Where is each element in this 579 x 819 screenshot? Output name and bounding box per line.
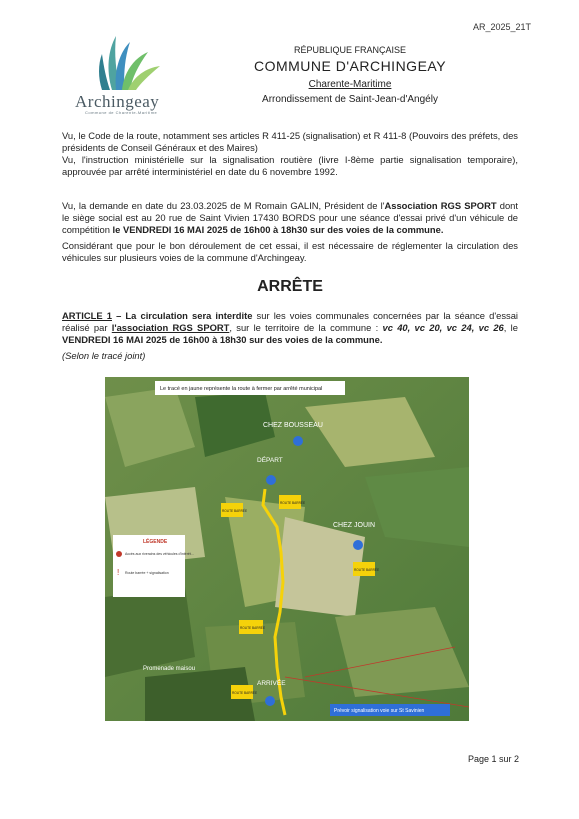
pin-icon: [266, 475, 276, 485]
vu-code-route: Vu, le Code de la route, notamment ses articles R 411-25 (signalisation) et R 411-8 (Pouvoirs des préfets, des présidents de Conseil Généraux et des Maires): [62, 130, 518, 153]
road-closed-sign-label: ROUTE BARRÉE: [232, 691, 258, 695]
association-name: Association RGS SPORT: [384, 200, 497, 211]
place-depart: DÉPART: [257, 457, 283, 464]
pin-icon: [353, 540, 363, 550]
logo-name: Archingeay: [75, 92, 160, 111]
article-text: sur les voies communales concernées par la séance d'essai réalisé par: [62, 310, 518, 333]
road-closed-sign-label: ROUTE BARRÉE: [354, 568, 380, 572]
vu-paragraphs: [62, 130, 518, 178]
logo-tagline: Commune de Charente-Maritime: [85, 110, 158, 115]
legend-title: LÉGENDE: [143, 539, 168, 545]
place-arrivee: ARRIVÉE: [257, 680, 286, 687]
map-banner: Le tracé en jaune représente la route à fermer par arrêté municipal: [160, 386, 323, 392]
road-closed-sign-label: ROUTE BARRÉE: [240, 626, 266, 630]
map-footer-note: Prévoir signalisation voie sur St Savinien: [334, 708, 425, 714]
arrete-title: ARRÊTE: [257, 278, 323, 295]
vu-instruction: Vu, l'instruction ministérielle sur la signalisation routière (livre I-8ème partie signalisation temporaire), approuvée par arrêté interministériel en date du 6 novembre 1992.: [62, 154, 518, 177]
place-promenade: Promenade maisou: [143, 666, 196, 672]
route-map: [105, 377, 469, 721]
vu-demande: [62, 200, 518, 236]
department-heading: Charente-Maritime: [308, 79, 392, 90]
article-label: ARTICLE 1: [62, 310, 112, 321]
pin-icon: [293, 436, 303, 446]
legend-item: Accès aux riverains des véhicules d'intérêt...: [125, 552, 194, 556]
arrondissement-heading: Arrondissement de Saint-Jean-d'Angély: [262, 94, 438, 105]
document-reference: AR_2025_21T: [472, 22, 531, 32]
considerant: Considérant que pour le bon déroulement de cet essai, il est nécessaire de réglementer la circulation des véhicules sur plusieurs voies de la commune d'Archingeay.: [62, 240, 518, 263]
article-interdiction: – La circulation sera interdite: [111, 310, 253, 321]
article-date: VENDREDI 16 MAI 2025 de 16h00 à 18h30 sur des voies de la commune.: [62, 334, 383, 345]
article-association: l'association RGS SPORT: [111, 322, 230, 333]
article-1: [62, 310, 518, 346]
pin-icon: [265, 696, 275, 706]
page-number: Page 1 sur 2: [467, 754, 519, 764]
article-text-3: , le: [503, 322, 518, 333]
vu-demande-text: Vu, la demande en date du 23.03.2025 de M Romain GALIN, Président de l': [62, 200, 385, 211]
legend-item: Route barrée + signalisation: [125, 571, 169, 575]
event-date: le VENDREDI 16 MAI 2025 de 16h00 à 18h30 sur des voies de la commune.: [112, 224, 444, 235]
country-heading: RÉPUBLIQUE FRANÇAISE: [293, 45, 407, 55]
vu-demande-text-2: dont le siège social est au 20 rue de Saint Vivien 17430 BORDS pour une séance d'essai privé d'un véhicule de compétition: [62, 200, 518, 235]
no-entry-icon: [116, 551, 122, 557]
article-text-2: , sur le territoire de la commune :: [229, 322, 383, 333]
article-voies: vc 40, vc 20, vc 24, vc 26: [382, 322, 504, 333]
place-chez-jouin: CHEZ JOUIN: [333, 522, 375, 529]
commune-heading: COMMUNE D'ARCHINGEAY: [253, 58, 447, 74]
warning-icon: !: [117, 568, 120, 577]
road-closed-sign-label: ROUTE BARRÉE: [280, 501, 306, 505]
road-closed-sign-label: ROUTE BARRÉE: [222, 509, 248, 513]
place-chez-bousseau: CHEZ BOUSSEAU: [263, 422, 323, 429]
selon-trace: (Selon le tracé joint): [62, 350, 146, 361]
